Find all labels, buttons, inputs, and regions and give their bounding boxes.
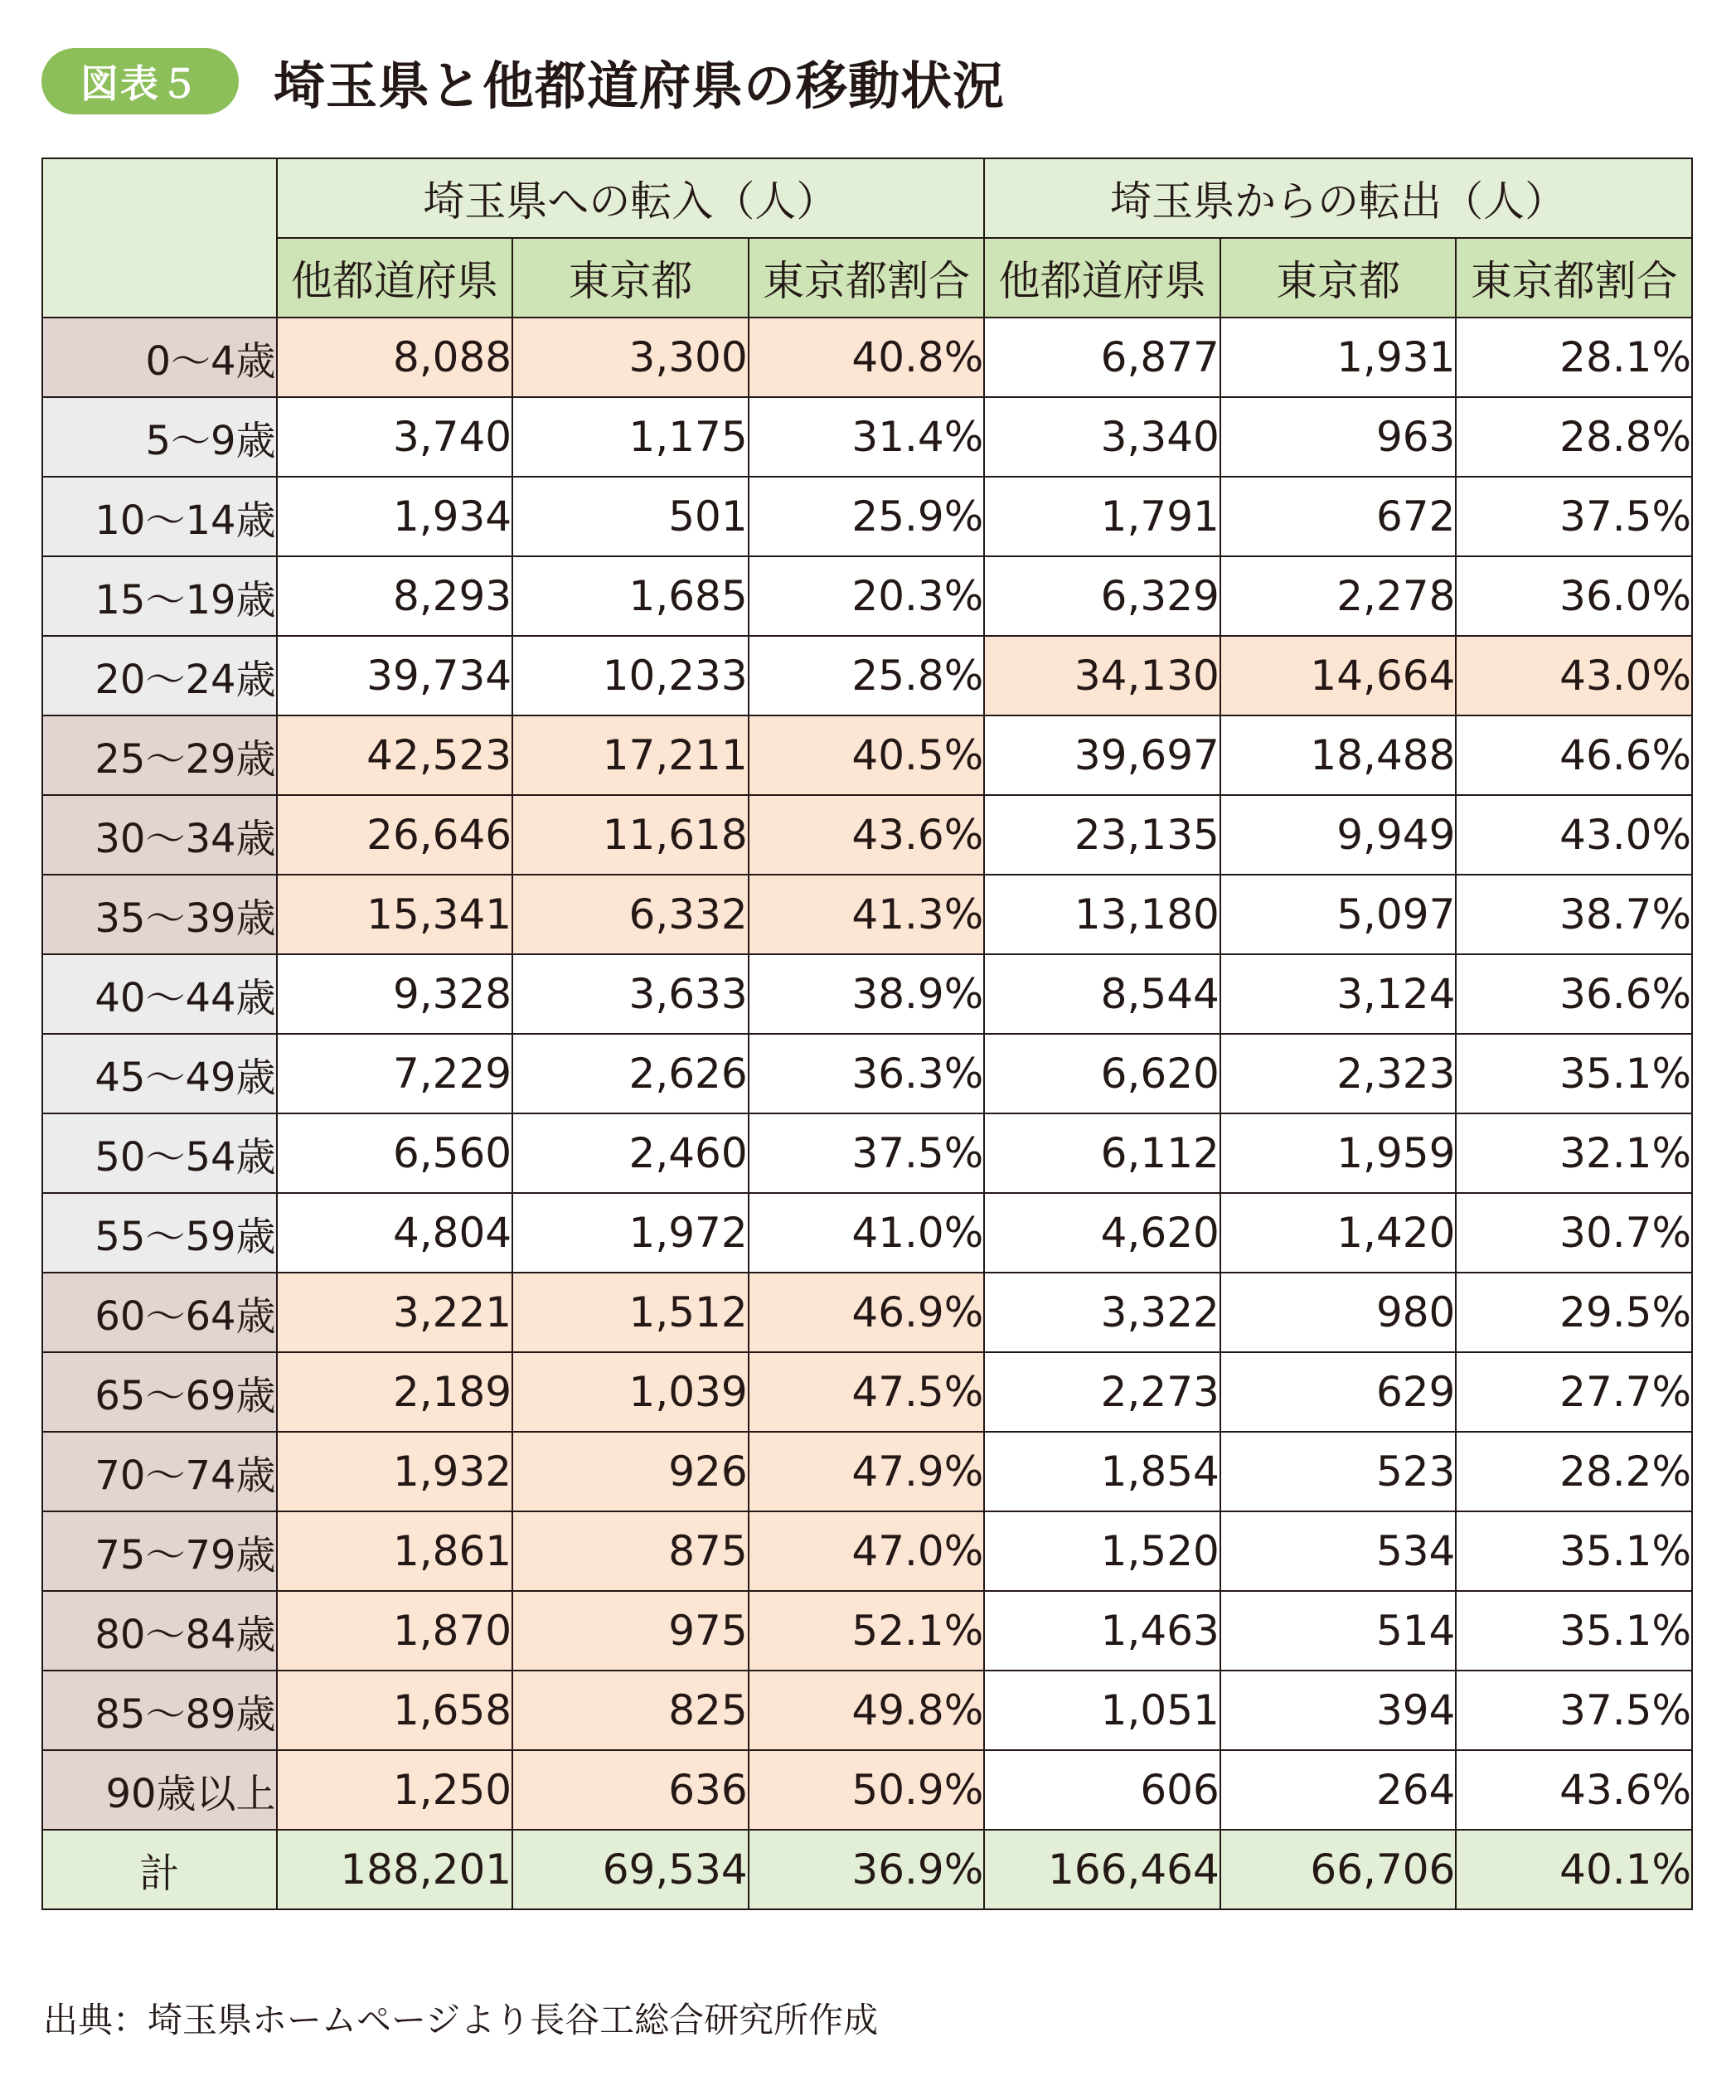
age-group-label: 60～64歳	[42, 1273, 277, 1352]
table-cell: 39,734	[277, 636, 513, 715]
table-cell: 501	[512, 477, 749, 556]
table-cell: 3,124	[1220, 954, 1457, 1034]
table-cell: 188,201	[277, 1830, 513, 1909]
table-cell: 3,740	[277, 397, 513, 477]
table-cell: 636	[512, 1750, 749, 1830]
table-cell: 29.5%	[1456, 1273, 1692, 1352]
column-header: 東京都割合	[749, 238, 985, 318]
age-group-label: 20～24歳	[42, 636, 277, 715]
age-group-label: 55～59歳	[42, 1193, 277, 1273]
table-row	[42, 1352, 1692, 1432]
table-cell: 31.4%	[749, 397, 985, 477]
age-group-label: 5～9歳	[42, 397, 277, 477]
table-cell: 514	[1220, 1591, 1457, 1671]
column-header: 東京都	[512, 238, 749, 318]
table-row	[42, 1750, 1692, 1830]
age-group-label: 80～84歳	[42, 1591, 277, 1671]
table-cell: 15,341	[277, 875, 513, 954]
table-cell: 875	[512, 1511, 749, 1591]
table-cell: 47.9%	[749, 1432, 985, 1511]
table-cell: 3,300	[512, 318, 749, 397]
table-cell: 40.1%	[1456, 1830, 1692, 1909]
table-row	[42, 1273, 1692, 1352]
age-group-label: 90歳以上	[42, 1750, 277, 1830]
table-cell: 52.1%	[749, 1591, 985, 1671]
table-cell: 41.0%	[749, 1193, 985, 1273]
table-cell: 2,323	[1220, 1034, 1457, 1113]
table-cell: 23,135	[984, 795, 1220, 875]
age-group-label: 85～89歳	[42, 1671, 277, 1750]
table-row	[42, 875, 1692, 954]
table-cell: 40.8%	[749, 318, 985, 397]
table-cell: 1,463	[984, 1591, 1220, 1671]
table-cell: 1,658	[277, 1671, 513, 1750]
table-cell: 46.6%	[1456, 715, 1692, 795]
table-cell: 2,626	[512, 1034, 749, 1113]
table-cell: 1,931	[1220, 318, 1457, 397]
table-row	[42, 397, 1692, 477]
table-cell: 3,221	[277, 1273, 513, 1352]
table-cell: 1,250	[277, 1750, 513, 1830]
table-row	[42, 477, 1692, 556]
table-cell: 2,189	[277, 1352, 513, 1432]
table-cell: 4,620	[984, 1193, 1220, 1273]
table-cell: 1,854	[984, 1432, 1220, 1511]
table-cell: 26,646	[277, 795, 513, 875]
group-header-outflow: 埼玉県からの転出（人）	[984, 158, 1692, 238]
table-cell: 975	[512, 1591, 749, 1671]
table-cell: 14,664	[1220, 636, 1457, 715]
table-cell: 166,464	[984, 1830, 1220, 1909]
table-cell: 38.9%	[749, 954, 985, 1034]
table-row	[42, 1432, 1692, 1511]
total-row	[42, 1830, 1692, 1909]
age-group-label: 25～29歳	[42, 715, 277, 795]
table-cell: 10,233	[512, 636, 749, 715]
migration-table	[41, 158, 1693, 1910]
column-header: 東京都割合	[1456, 238, 1692, 318]
table-cell: 1,039	[512, 1352, 749, 1432]
table-cell: 18,488	[1220, 715, 1457, 795]
table-row	[42, 1591, 1692, 1671]
table-cell: 523	[1220, 1432, 1457, 1511]
table-cell: 1,972	[512, 1193, 749, 1273]
table-cell: 4,804	[277, 1193, 513, 1273]
table-cell: 13,180	[984, 875, 1220, 954]
table-cell: 1,520	[984, 1511, 1220, 1591]
table-body	[42, 318, 1692, 1830]
table-cell: 17,211	[512, 715, 749, 795]
table-cell: 963	[1220, 397, 1457, 477]
table-cell: 32.1%	[1456, 1113, 1692, 1193]
table-cell: 49.8%	[749, 1671, 985, 1750]
table-cell: 606	[984, 1750, 1220, 1830]
table-cell: 1,420	[1220, 1193, 1457, 1273]
age-group-label: 0～4歳	[42, 318, 277, 397]
table-cell: 672	[1220, 477, 1457, 556]
table-cell: 1,861	[277, 1511, 513, 1591]
table-cell: 43.6%	[1456, 1750, 1692, 1830]
table-cell: 38.7%	[1456, 875, 1692, 954]
table-cell: 1,175	[512, 397, 749, 477]
source-note: 出典：埼玉県ホームページより長谷工総合研究所作成	[43, 2000, 879, 2040]
table-cell: 36.6%	[1456, 954, 1692, 1034]
age-group-label: 45～49歳	[42, 1034, 277, 1113]
table-cell: 3,340	[984, 397, 1220, 477]
table-cell: 47.0%	[749, 1511, 985, 1591]
table-cell: 264	[1220, 1750, 1457, 1830]
table-cell: 27.7%	[1456, 1352, 1692, 1432]
table-row	[42, 1511, 1692, 1591]
table-cell: 926	[512, 1432, 749, 1511]
table-cell: 1,512	[512, 1273, 749, 1352]
table-cell: 6,560	[277, 1113, 513, 1193]
table-cell: 1,932	[277, 1432, 513, 1511]
table-cell: 36.0%	[1456, 556, 1692, 636]
table-cell: 11,618	[512, 795, 749, 875]
age-group-label: 65～69歳	[42, 1352, 277, 1432]
table-cell: 394	[1220, 1671, 1457, 1750]
table-cell: 1,685	[512, 556, 749, 636]
table-cell: 28.2%	[1456, 1432, 1692, 1511]
age-group-label: 70～74歳	[42, 1432, 277, 1511]
table-row	[42, 1034, 1692, 1113]
table-cell: 36.3%	[749, 1034, 985, 1113]
table-cell: 3,322	[984, 1273, 1220, 1352]
table-row	[42, 1193, 1692, 1273]
table-cell: 37.5%	[1456, 477, 1692, 556]
table-cell: 2,460	[512, 1113, 749, 1193]
table-cell: 50.9%	[749, 1750, 985, 1830]
table-cell: 37.5%	[1456, 1671, 1692, 1750]
table-cell: 25.8%	[749, 636, 985, 715]
table-row	[42, 556, 1692, 636]
age-group-label: 10～14歳	[42, 477, 277, 556]
table-cell: 1,051	[984, 1671, 1220, 1750]
figure-header	[41, 43, 1005, 119]
figure-title: 埼玉県と他都道府県の移動状況	[274, 55, 1006, 116]
table-row	[42, 636, 1692, 715]
table-cell: 1,791	[984, 477, 1220, 556]
table-cell: 36.9%	[749, 1830, 985, 1909]
table-cell: 9,949	[1220, 795, 1457, 875]
table-cell: 40.5%	[749, 715, 985, 795]
table-cell: 66,706	[1220, 1830, 1457, 1909]
table-cell: 8,544	[984, 954, 1220, 1034]
table-cell: 28.1%	[1456, 318, 1692, 397]
age-group-label: 50～54歳	[42, 1113, 277, 1193]
age-group-label: 40～44歳	[42, 954, 277, 1034]
table-cell: 825	[512, 1671, 749, 1750]
table-cell: 41.3%	[749, 875, 985, 954]
table-cell: 47.5%	[749, 1352, 985, 1432]
table-cell: 1,934	[277, 477, 513, 556]
age-group-label: 30～34歳	[42, 795, 277, 875]
header-corner	[42, 158, 277, 318]
table-cell: 43.6%	[749, 795, 985, 875]
table-cell: 1,959	[1220, 1113, 1457, 1193]
table-cell: 6,620	[984, 1034, 1220, 1113]
table-cell: 35.1%	[1456, 1034, 1692, 1113]
total-label: 計	[42, 1830, 277, 1909]
table-cell: 9,328	[277, 954, 513, 1034]
table-row	[42, 318, 1692, 397]
table-row	[42, 795, 1692, 875]
table-cell: 35.1%	[1456, 1511, 1692, 1591]
table-cell: 629	[1220, 1352, 1457, 1432]
table-cell: 2,278	[1220, 556, 1457, 636]
table-cell: 980	[1220, 1273, 1457, 1352]
table-cell: 6,329	[984, 556, 1220, 636]
table-cell: 3,633	[512, 954, 749, 1034]
column-header: 他都道府県	[277, 238, 513, 318]
table-cell: 28.8%	[1456, 397, 1692, 477]
table-cell: 69,534	[512, 1830, 749, 1909]
table-cell: 6,332	[512, 875, 749, 954]
age-group-label: 15～19歳	[42, 556, 277, 636]
table-cell: 534	[1220, 1511, 1457, 1591]
table-cell: 8,088	[277, 318, 513, 397]
table-cell: 1,870	[277, 1591, 513, 1671]
table-cell: 43.0%	[1456, 636, 1692, 715]
table-row	[42, 954, 1692, 1034]
column-header: 東京都	[1220, 238, 1457, 318]
table-cell: 42,523	[277, 715, 513, 795]
table-cell: 5,097	[1220, 875, 1457, 954]
table-cell: 7,229	[277, 1034, 513, 1113]
group-header-inflow: 埼玉県への転入（人）	[277, 158, 985, 238]
table-cell: 25.9%	[749, 477, 985, 556]
table-cell: 35.1%	[1456, 1591, 1692, 1671]
age-group-label: 75～79歳	[42, 1511, 277, 1591]
table-row	[42, 1671, 1692, 1750]
table-row	[42, 715, 1692, 795]
table-cell: 46.9%	[749, 1273, 985, 1352]
table-cell: 37.5%	[749, 1113, 985, 1193]
column-header: 他都道府県	[984, 238, 1220, 318]
table-cell: 43.0%	[1456, 795, 1692, 875]
figure-number-badge: 図表５	[41, 48, 239, 114]
table-cell: 6,877	[984, 318, 1220, 397]
table-cell: 6,112	[984, 1113, 1220, 1193]
age-group-label: 35～39歳	[42, 875, 277, 954]
table-cell: 30.7%	[1456, 1193, 1692, 1273]
table-cell: 34,130	[984, 636, 1220, 715]
table-cell: 20.3%	[749, 556, 985, 636]
table-cell: 8,293	[277, 556, 513, 636]
table-cell: 39,697	[984, 715, 1220, 795]
table-row	[42, 1113, 1692, 1193]
table-cell: 2,273	[984, 1352, 1220, 1432]
